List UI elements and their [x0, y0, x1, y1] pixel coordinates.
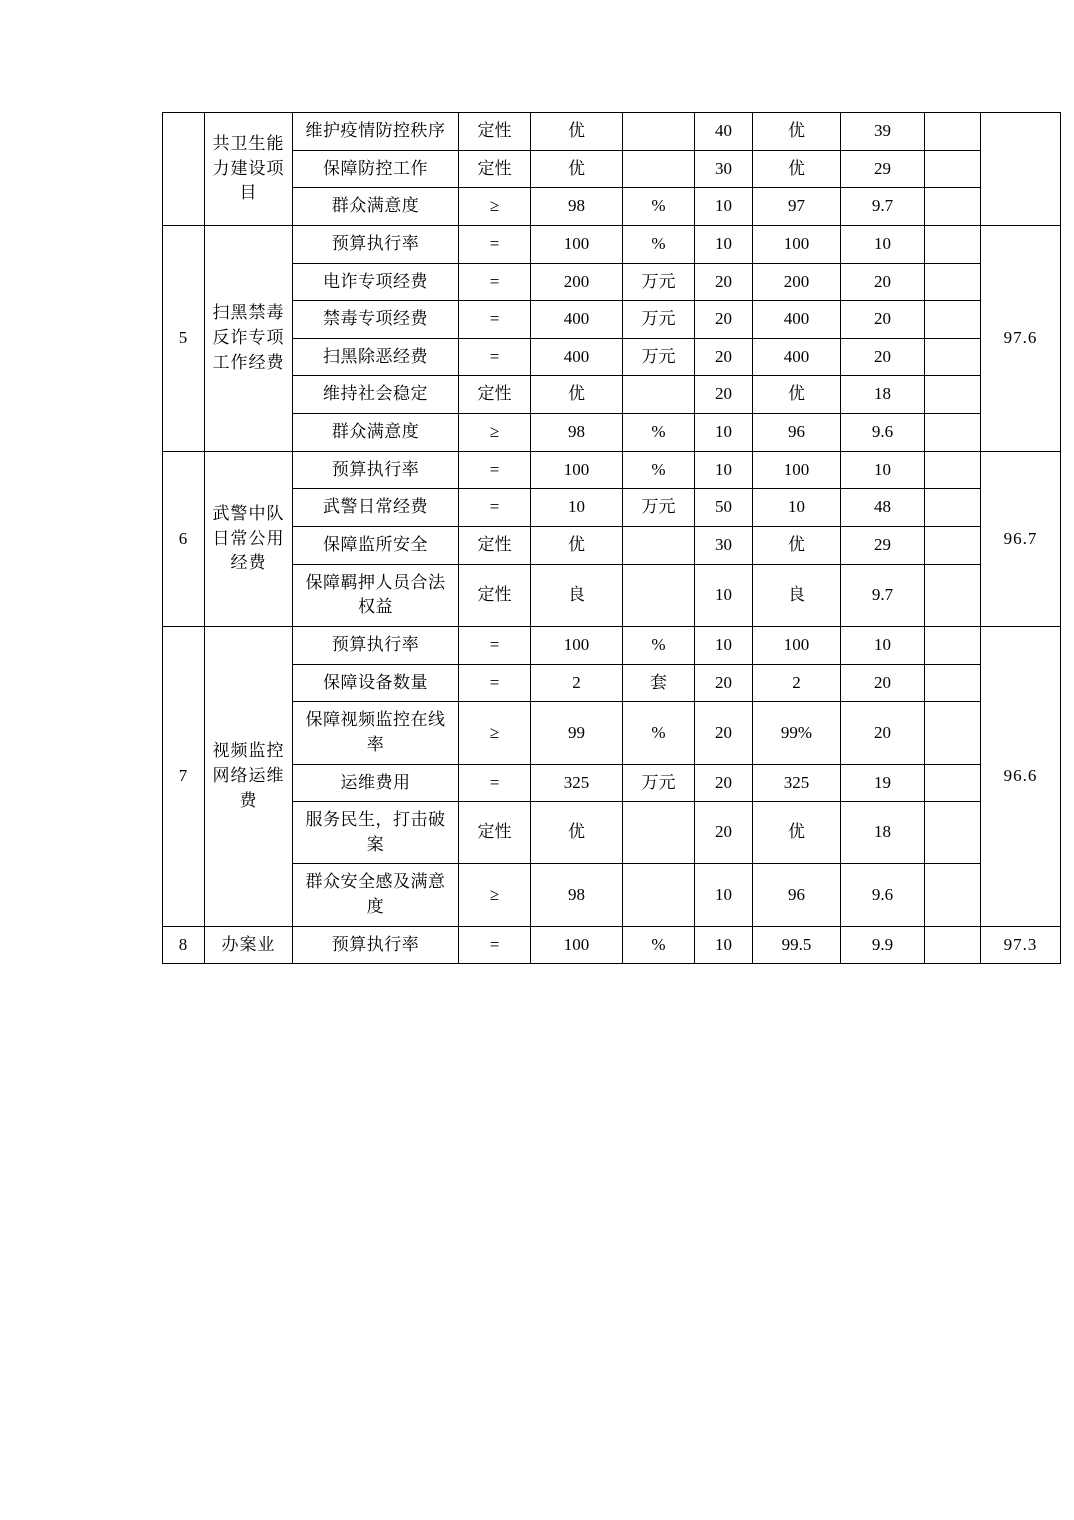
cell-unit [623, 527, 695, 565]
cell-earned-score: 48 [841, 489, 925, 527]
cell-unit: % [623, 414, 695, 452]
cell-earned-score: 9.9 [841, 926, 925, 964]
cell-earned-score: 18 [841, 376, 925, 414]
cell-target-value: 99 [531, 702, 623, 764]
cell-weight: 50 [695, 489, 753, 527]
cell-weight: 20 [695, 338, 753, 376]
cell-actual-value: 优 [753, 802, 841, 864]
table-row [163, 527, 1061, 565]
cell-weight: 10 [695, 414, 753, 452]
cell-actual-value: 96 [753, 414, 841, 452]
table-row [163, 188, 1061, 226]
cell-index: 5 [163, 225, 205, 451]
cell-unit: 万元 [623, 263, 695, 301]
cell-unit [623, 802, 695, 864]
cell-target-value: 325 [531, 764, 623, 802]
cell-weight: 20 [695, 376, 753, 414]
cell-earned-score: 19 [841, 764, 925, 802]
cell-blank [925, 376, 981, 414]
cell-indicator-type: = [459, 626, 531, 664]
cell-total-score: 96.7 [981, 451, 1061, 626]
cell-target-value: 优 [531, 376, 623, 414]
cell-blank [925, 263, 981, 301]
table-row [163, 225, 1061, 263]
cell-unit [623, 150, 695, 188]
cell-earned-score: 20 [841, 301, 925, 339]
cell-actual-value: 97 [753, 188, 841, 226]
cell-target-value: 200 [531, 263, 623, 301]
cell-index: 7 [163, 626, 205, 926]
cell-actual-value: 100 [753, 626, 841, 664]
cell-weight: 30 [695, 150, 753, 188]
cell-project-name: 视频监控网络运维费 [205, 626, 293, 926]
cell-indicator-name: 保障监所安全 [293, 527, 459, 565]
cell-actual-value: 96 [753, 864, 841, 926]
cell-earned-score: 29 [841, 150, 925, 188]
table-row [163, 150, 1061, 188]
table-row [163, 301, 1061, 339]
cell-actual-value: 325 [753, 764, 841, 802]
cell-index: 6 [163, 451, 205, 626]
cell-unit: % [623, 626, 695, 664]
cell-indicator-type: = [459, 225, 531, 263]
cell-actual-value: 99% [753, 702, 841, 764]
cell-blank [925, 225, 981, 263]
cell-unit: 万元 [623, 764, 695, 802]
cell-actual-value: 100 [753, 451, 841, 489]
cell-earned-score: 9.7 [841, 188, 925, 226]
table-row [163, 564, 1061, 626]
cell-indicator-type: 定性 [459, 527, 531, 565]
table-row [163, 864, 1061, 926]
cell-weight: 10 [695, 188, 753, 226]
cell-blank [925, 802, 981, 864]
cell-indicator-name: 武警日常经费 [293, 489, 459, 527]
cell-unit [623, 113, 695, 151]
cell-project-name: 共卫生能力建设项目 [205, 113, 293, 226]
cell-actual-value: 99.5 [753, 926, 841, 964]
cell-weight: 20 [695, 702, 753, 764]
cell-weight: 20 [695, 301, 753, 339]
cell-target-value: 100 [531, 926, 623, 964]
table-body [163, 113, 1061, 964]
cell-weight: 30 [695, 527, 753, 565]
table-row [163, 664, 1061, 702]
cell-earned-score: 39 [841, 113, 925, 151]
cell-indicator-type: = [459, 338, 531, 376]
cell-indicator-type: ≥ [459, 414, 531, 452]
cell-target-value: 100 [531, 451, 623, 489]
cell-earned-score: 9.7 [841, 564, 925, 626]
table-row [163, 802, 1061, 864]
cell-indicator-type: = [459, 664, 531, 702]
cell-indicator-name: 禁毒专项经费 [293, 301, 459, 339]
cell-blank [925, 664, 981, 702]
cell-target-value: 优 [531, 150, 623, 188]
performance-table [162, 112, 1061, 964]
cell-target-value: 10 [531, 489, 623, 527]
cell-weight: 10 [695, 864, 753, 926]
cell-target-value: 400 [531, 338, 623, 376]
cell-earned-score: 10 [841, 225, 925, 263]
cell-actual-value: 优 [753, 150, 841, 188]
cell-weight: 20 [695, 664, 753, 702]
cell-index: 8 [163, 926, 205, 964]
cell-earned-score: 10 [841, 626, 925, 664]
cell-indicator-name: 电诈专项经费 [293, 263, 459, 301]
cell-earned-score: 20 [841, 702, 925, 764]
cell-target-value: 优 [531, 527, 623, 565]
cell-weight: 20 [695, 263, 753, 301]
table-row [163, 451, 1061, 489]
cell-actual-value: 10 [753, 489, 841, 527]
cell-total-score: 96.6 [981, 626, 1061, 926]
cell-indicator-name: 运维费用 [293, 764, 459, 802]
cell-earned-score: 9.6 [841, 414, 925, 452]
cell-target-value: 400 [531, 301, 623, 339]
cell-unit: % [623, 225, 695, 263]
cell-unit: 万元 [623, 338, 695, 376]
cell-indicator-type: ≥ [459, 702, 531, 764]
cell-indicator-type: 定性 [459, 376, 531, 414]
cell-indicator-type: = [459, 764, 531, 802]
cell-unit: 万元 [623, 301, 695, 339]
cell-blank [925, 301, 981, 339]
cell-indicator-type: = [459, 489, 531, 527]
cell-blank [925, 414, 981, 452]
cell-target-value: 98 [531, 188, 623, 226]
cell-indicator-type: 定性 [459, 150, 531, 188]
cell-total-score: 97.3 [981, 926, 1061, 964]
cell-target-value: 98 [531, 864, 623, 926]
cell-actual-value: 400 [753, 301, 841, 339]
cell-earned-score: 20 [841, 338, 925, 376]
table-row [163, 489, 1061, 527]
table-row [163, 376, 1061, 414]
cell-weight: 10 [695, 626, 753, 664]
cell-target-value: 100 [531, 626, 623, 664]
cell-index [163, 113, 205, 226]
cell-indicator-type: 定性 [459, 564, 531, 626]
cell-indicator-type: = [459, 451, 531, 489]
table-row [163, 263, 1061, 301]
cell-total-score [981, 113, 1061, 226]
cell-unit [623, 564, 695, 626]
cell-actual-value: 优 [753, 527, 841, 565]
table-row [163, 764, 1061, 802]
cell-blank [925, 527, 981, 565]
cell-indicator-name: 预算执行率 [293, 451, 459, 489]
cell-indicator-name: 维持社会稳定 [293, 376, 459, 414]
cell-blank [925, 113, 981, 151]
cell-indicator-type: 定性 [459, 802, 531, 864]
table-row [163, 702, 1061, 764]
cell-earned-score: 10 [841, 451, 925, 489]
cell-indicator-name: 保障视频监控在线率 [293, 702, 459, 764]
cell-indicator-name: 预算执行率 [293, 926, 459, 964]
cell-weight: 10 [695, 225, 753, 263]
cell-blank [925, 764, 981, 802]
cell-actual-value: 2 [753, 664, 841, 702]
cell-weight: 10 [695, 564, 753, 626]
cell-weight: 20 [695, 764, 753, 802]
cell-target-value: 98 [531, 414, 623, 452]
cell-actual-value: 优 [753, 113, 841, 151]
cell-actual-value: 良 [753, 564, 841, 626]
cell-actual-value: 400 [753, 338, 841, 376]
cell-indicator-type: 定性 [459, 113, 531, 151]
cell-actual-value: 优 [753, 376, 841, 414]
cell-indicator-type: ≥ [459, 188, 531, 226]
cell-unit: 万元 [623, 489, 695, 527]
cell-indicator-name: 群众满意度 [293, 188, 459, 226]
table-row [163, 926, 1061, 964]
table-row [163, 338, 1061, 376]
cell-indicator-name: 扫黑除恶经费 [293, 338, 459, 376]
cell-unit [623, 376, 695, 414]
cell-blank [925, 338, 981, 376]
cell-blank [925, 702, 981, 764]
cell-blank [925, 150, 981, 188]
cell-target-value: 2 [531, 664, 623, 702]
cell-blank [925, 451, 981, 489]
cell-blank [925, 489, 981, 527]
cell-indicator-name: 群众安全感及满意度 [293, 864, 459, 926]
cell-unit: 套 [623, 664, 695, 702]
cell-indicator-name: 群众满意度 [293, 414, 459, 452]
cell-indicator-name: 保障设备数量 [293, 664, 459, 702]
cell-project-name: 武警中队日常公用经费 [205, 451, 293, 626]
cell-blank [925, 626, 981, 664]
cell-blank [925, 564, 981, 626]
table-row [163, 113, 1061, 151]
cell-actual-value: 100 [753, 225, 841, 263]
cell-target-value: 优 [531, 802, 623, 864]
cell-indicator-name: 维护疫情防控秩序 [293, 113, 459, 151]
cell-indicator-type: = [459, 301, 531, 339]
cell-blank [925, 864, 981, 926]
cell-weight: 20 [695, 802, 753, 864]
cell-project-name: 办案业 [205, 926, 293, 964]
cell-earned-score: 18 [841, 802, 925, 864]
cell-unit: % [623, 702, 695, 764]
cell-indicator-name: 服务民生，打击破案 [293, 802, 459, 864]
cell-target-value: 优 [531, 113, 623, 151]
table-row [163, 414, 1061, 452]
cell-indicator-type: ≥ [459, 864, 531, 926]
cell-indicator-name: 保障防控工作 [293, 150, 459, 188]
cell-weight: 10 [695, 926, 753, 964]
table-row [163, 626, 1061, 664]
cell-actual-value: 200 [753, 263, 841, 301]
cell-earned-score: 20 [841, 263, 925, 301]
cell-indicator-name: 预算执行率 [293, 225, 459, 263]
cell-unit: % [623, 188, 695, 226]
cell-earned-score: 29 [841, 527, 925, 565]
cell-target-value: 100 [531, 225, 623, 263]
cell-weight: 10 [695, 451, 753, 489]
cell-indicator-name: 预算执行率 [293, 626, 459, 664]
cell-indicator-type: = [459, 263, 531, 301]
cell-project-name: 扫黑禁毒反诈专项工作经费 [205, 225, 293, 451]
cell-blank [925, 188, 981, 226]
cell-weight: 40 [695, 113, 753, 151]
cell-unit: % [623, 926, 695, 964]
cell-total-score: 97.6 [981, 225, 1061, 451]
cell-earned-score: 20 [841, 664, 925, 702]
cell-unit: % [623, 451, 695, 489]
cell-indicator-type: = [459, 926, 531, 964]
cell-unit [623, 864, 695, 926]
cell-target-value: 良 [531, 564, 623, 626]
cell-earned-score: 9.6 [841, 864, 925, 926]
cell-blank [925, 926, 981, 964]
cell-indicator-name: 保障羁押人员合法权益 [293, 564, 459, 626]
